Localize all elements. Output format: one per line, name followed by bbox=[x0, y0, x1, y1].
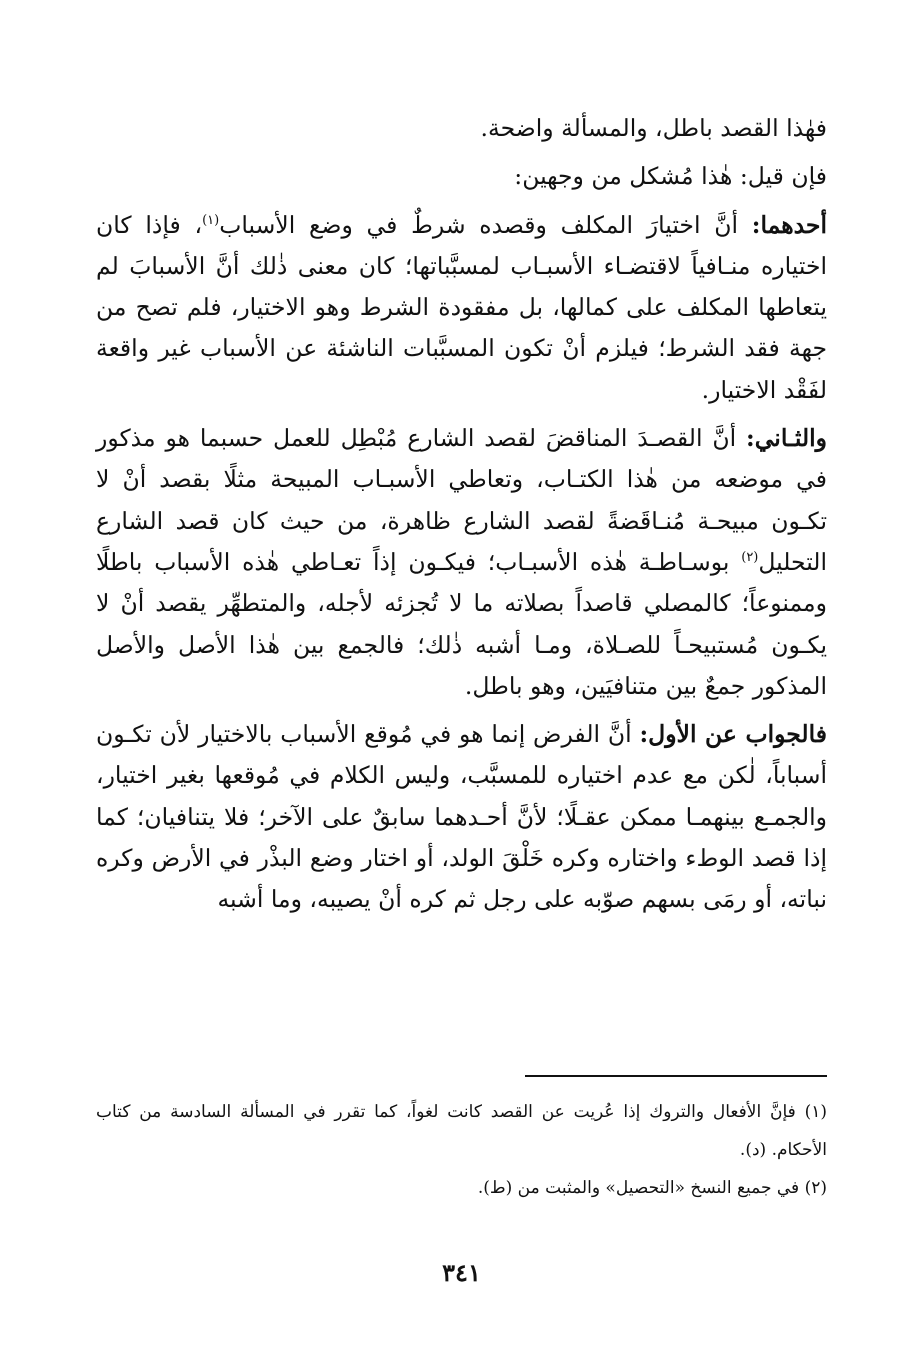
paragraph-text: أنَّ الفرض إنما هو في مُوقع الأسباب بالاختيار لأن تكـون أسباباً، لٰكن مع عدم اختياره للمسبَّب، وليس الكلام في مُوقعها بغير اختيار، والجمـع بينهمـا ممكن عقـلًا؛ لأنَّ أحـدهما سابقٌ على الآخر؛ فلا يتنافيان؛ كما إذا قصد الوطء واختاره وكره خَلْقَ الولد، أو اختار وضع البذْر في الأرض وكره نباته، أو رمَى بسهم صوّبه على رجل ثم كره أنْ يصيبه، وما أشبه bbox=[96, 720, 827, 914]
paragraph-4 bbox=[96, 418, 827, 707]
paragraph-text: فإن قيل: هٰذا مُشكل من وجهين: bbox=[514, 162, 827, 191]
paragraph-text: فهٰذا القصد باطل، والمسألة واضحة. bbox=[480, 114, 827, 142]
paragraph-1 bbox=[96, 108, 827, 149]
paragraph-text: أنَّ اختيارَ المكلف وقصده شرطٌ في وضع الأسباب bbox=[219, 210, 752, 239]
paragraph-lead: والثـاني: bbox=[746, 424, 827, 453]
paragraph-lead: فالجواب عن الأول: bbox=[639, 720, 827, 749]
footnote-reference: (٢) bbox=[741, 550, 759, 566]
main-text bbox=[96, 108, 827, 921]
footnote-reference: (١) bbox=[202, 212, 220, 228]
footnote-2: (٢) في جميع النسخ «التحصيل» والمثبت من (ط). bbox=[477, 1178, 827, 1198]
paragraph-text-continued: بوسـاطـة هٰذه الأسبـاب؛ فيكـون إذاً تعـاطي هٰذه الأسباب باطلًا وممنوعاً؛ كالمصلي قاصداً بصلاته ما لا تُجزئه لأجله، والمتطهِّر يقصد أنْ لا يكـون مُستبيحـاً للصـلاة، ومـا أشبه ذٰلك؛ فالجمع بين هٰذا الأصل والأصل المذكور جمعٌ بين متنافيَين، وهو باطل. bbox=[96, 547, 827, 700]
footnote-separator bbox=[525, 1075, 827, 1077]
paragraph-2 bbox=[96, 156, 827, 197]
page-number: ٣٤١ bbox=[442, 1258, 481, 1287]
paragraph-text: أنَّ القصـدَ المناقضَ لقصد الشارع مُبْطِل للعمل حسبما هو مذكور في موضعه من هٰذا الكتـاب، وتعاطي الأسبـاب المبيحة مثلًا بقصد أنْ لا تكـون مبيحـة مُنـاقَضةً لقصد الشارع ظاهرة، من حيث كان قصد الشارع التحليل bbox=[96, 424, 827, 576]
footnote-1: (١) فإنَّ الأفعال والتروك إذا عُريت عن القصد كانت لغواً، كما تقرر في المسألة السادسة من كتاب الأحكام. (د). bbox=[96, 1102, 827, 1160]
paragraph-3 bbox=[96, 205, 827, 411]
footnotes bbox=[96, 1093, 827, 1207]
paragraph-lead: أحدهما: bbox=[751, 210, 827, 239]
paragraph-text-continued: ، فإذا كان اختياره منـافياً لاقتضـاء الأسبـاب لمسبَّباتها؛ كان معنى ذٰلك أنَّ الأسبابَ لم يتعاطها المكلف على كمالها، بل مفقودة الشرط وهو الاختيار، فلم تصح من جهة فقد الشرط؛ فيلزم أنْ تكون المسبَّبات الناشئة عن الأسباب غير واقعة لفَقْد الاختيار. bbox=[96, 210, 827, 404]
paragraph-5 bbox=[96, 714, 827, 920]
